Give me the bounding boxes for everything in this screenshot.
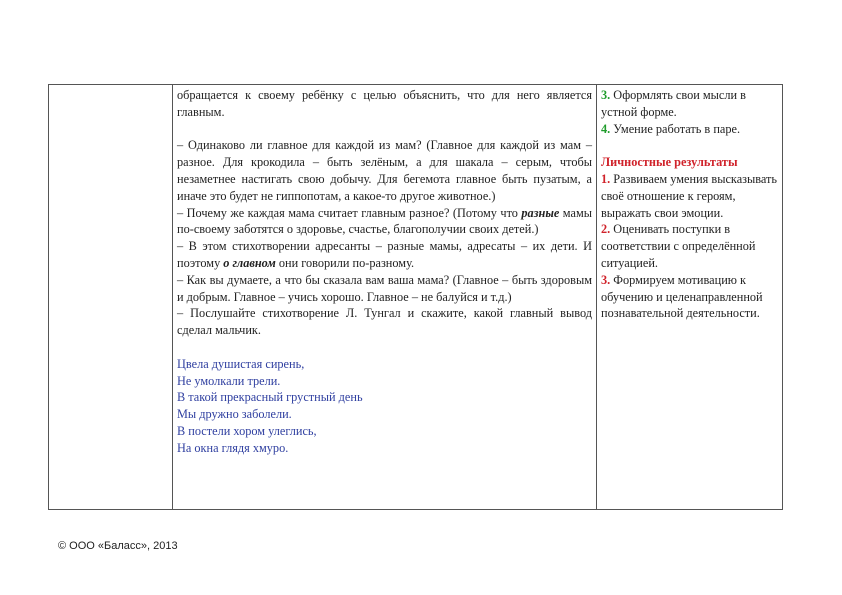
paragraph-gap [601,137,778,154]
paragraph-question-2 [177,205,592,239]
text-run: мамы по-своему заботятся о здоровье, счастье, благополучии своих детей.) [177,205,592,237]
paragraph-question-1: – Одинаково ли главное для каждой из мам? (Главное для каждой из мам – разное. Для крокодила – быть зелёным, а для шакала – серым, чтобы незаметнее настигать свою добычу. Для бегемота главное быть пузатым, а иначе это будет не гиппопотам, а какое-то другое животное.) [177,138,592,203]
result-item [601,121,778,138]
results-cell [597,85,783,510]
item-number: 3. [601,272,611,287]
copyright-footer: © ООО «Баласс», 2013 [58,540,178,552]
text-run: – Почему же каждая мама считает главным разное? (Потому что [177,205,522,220]
paragraph-gap [177,121,592,138]
paragraph-addressees [177,238,592,272]
stage-cell [49,85,173,510]
item-text: Оценивать поступки в соответствии с определённой ситуацией. [601,222,756,270]
table-row [49,85,783,510]
result-item [601,272,778,322]
item-text: Формируем мотивацию к обучению и целенаправленной познавательной деятельности. [601,272,763,321]
lesson-table [48,84,783,510]
paragraph-gap [177,339,592,356]
emphasis-word: разные [521,205,560,220]
poem-line: На окна глядя хмуро. [177,440,289,455]
poem-line: В такой прекрасный грустный день [177,390,363,405]
item-number: 2. [601,222,611,237]
item-number: 3. [601,88,611,102]
teacher-activity-cell [173,85,597,510]
item-text: Развиваем умения высказывать своё отношение к героям, выражать свои эмоции. [601,171,778,220]
text-run: – В этом стихотворении адресанты – разные мамы, адресаты – их дети. И поэтому [177,239,592,270]
emphasis-phrase: о главном [223,255,276,270]
paragraph-intro: обращается к своему ребёнку с целью объяснить, что для него является главным. [177,88,592,119]
item-text: Оформлять свои мысли в устной форме. [601,88,746,119]
result-item [601,87,778,121]
poem-line: В постели хором улеглись, [177,423,317,438]
poem-line: Цвела душистая сирень, [177,356,305,371]
result-item [601,221,778,271]
text-run: они говорили по-разному. [275,255,415,270]
personal-results-heading: Личностные результаты [601,155,738,170]
item-text: Умение работать в паре. [610,121,741,136]
poem [177,356,592,457]
item-number: 4. [601,121,611,136]
poem-line: Не умолкали трели. [177,373,281,388]
item-number: 1. [601,171,611,186]
result-item [601,171,778,221]
poem-line: Мы дружно заболели. [177,407,292,422]
paragraph-task: – Послушайте стихотворение Л. Тунгал и скажите, какой главный вывод сделал мальчик. [177,306,592,338]
paragraph-question-3: – Как вы думаете, а что бы сказала вам ваша мама? (Главное – быть здоровым и добрым. Главное – учись хорошо. Главное – не балуйся и т.д.) [177,272,592,304]
